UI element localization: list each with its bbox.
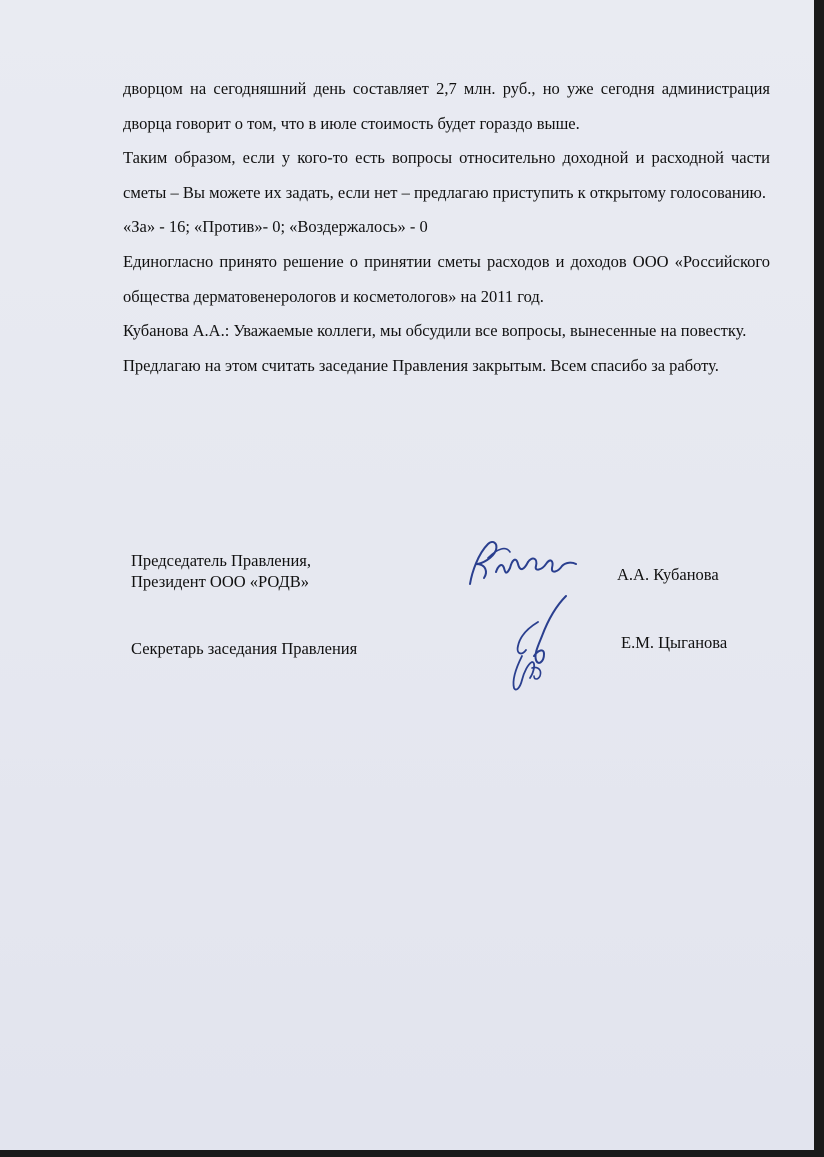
- secretary-title: Секретарь заседания Правления: [131, 639, 358, 658]
- paragraph-kubanova: Кубанова А.А.: Уважаемые коллеги, мы обсудили все вопросы, вынесенные на повестку.: [123, 321, 747, 341]
- paragraph-closing: Предлагаю на этом считать заседание Правления закрытым. Всем спасибо за работу.: [123, 355, 719, 375]
- scan-edge-right: [814, 0, 824, 1157]
- chair-title-block: [131, 550, 311, 592]
- paragraph-cost: дворцом на сегодняшний день составляет 2,7 млн. руб., но уже сегодня администрация дворца говорит о том, что в июле стоимость будет гораздо выше.: [123, 79, 770, 133]
- scan-edge-bottom: [0, 1150, 824, 1157]
- secretary-name: Е.М. Цыганова: [621, 633, 728, 652]
- chair-signature: [458, 538, 580, 590]
- chair-title-line2: Президент ООО «РОДВ»: [131, 572, 310, 591]
- secretary-signature: [498, 592, 578, 694]
- document-body: [123, 72, 770, 383]
- chair-name: А.А. Кубанова: [617, 565, 719, 584]
- chair-title-line1: Председатель Правления,: [131, 551, 312, 570]
- paragraph-decision: Единогласно принято решение о принятии сметы расходов и доходов ООО «Российского общества дерматовенерологов и косметологов» на 2011 год.: [123, 251, 770, 306]
- paragraph-questions: Таким образом, если у кого-то есть вопросы относительно доходной и расходной части сметы – Вы можете их задать, если нет – предлагаю приступить к открытому голосованию.: [123, 148, 770, 202]
- paragraph-vote-result: «За» - 16; «Против»- 0; «Воздержалось» - 0: [123, 217, 428, 237]
